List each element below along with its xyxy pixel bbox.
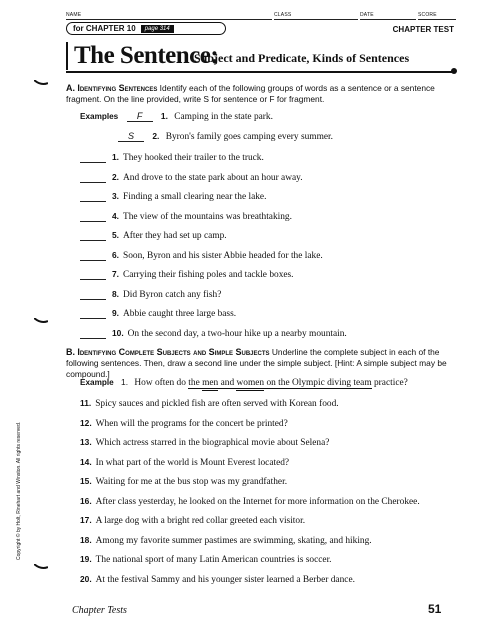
date-label: DATE (360, 12, 374, 18)
chapter-tab (66, 22, 226, 35)
section-b-item: 20. At the festival Sammy and his younger sister learned a Berber dance. (80, 573, 355, 585)
chapter-test-label: CHAPTER TEST (392, 25, 454, 34)
title-rule-dot (451, 68, 457, 74)
section-a-item: 5. After they had set up camp. (80, 230, 227, 241)
section-a-instructions (66, 83, 456, 105)
section-b-letter: B. (66, 347, 75, 357)
example-b: Example 1. How often do the men and women on the Olympic diving team practice? (80, 377, 408, 388)
section-b-item: 11. Spicy sauces and pickled fish are often served with Korean food. (80, 398, 339, 409)
example-a-1: Examples F 1. Camping in the state park. (80, 111, 273, 122)
section-a-item: 6. Soon, Byron and his sister Abbie headed for the lake. (80, 250, 323, 261)
section-a-item: 10. On the second day, a two-hour hike up a nearby mountain. (80, 328, 347, 339)
section-b-item: 15. Waiting for me at the bus stop was my grandfather. (80, 476, 288, 487)
section-b-item: 13. Which actress starred in the biographical movie about Selena? (80, 437, 330, 448)
class-line (274, 19, 358, 20)
example-a-2: S 2. Byron's family goes camping every summer. (118, 131, 333, 142)
margin-mark-icon (34, 564, 48, 570)
section-b-heading: Identifying Complete Subjects and Simple Subjects (77, 347, 270, 357)
section-b-item: 16. After class yesterday, he looked on the Internet for more information on the Cherokee. (80, 495, 420, 507)
section-b-item: 12. When will the programs for the concert be printed? (80, 417, 288, 429)
section-b-text: Underline the complete subject in each of the following sentences. Then, draw a second line under the simple subject. [Hint: A simple subject may be compound.] (66, 347, 447, 379)
name-line (66, 19, 272, 20)
simple-subject-underline: women (236, 378, 264, 391)
answer-blank[interactable] (80, 270, 106, 280)
section-b-item: 19. The national sport of many Latin American countries is soccer. (80, 554, 332, 565)
chapter-tab-text: for CHAPTER 10 (73, 24, 136, 33)
answer-blank[interactable] (80, 192, 106, 202)
answer-blank[interactable] (80, 212, 106, 222)
section-a-item: 7. Carrying their fishing poles and tackle boxes. (80, 269, 294, 280)
section-a-heading: Identifying Sentences (77, 83, 158, 93)
section-b-item: 14. In what part of the world is Mount Everest located? (80, 456, 290, 468)
score-label: SCORE (418, 12, 437, 18)
title-rule (66, 71, 454, 73)
page-reference: page 314 (141, 25, 174, 33)
section-a-item: 3. Finding a small clearing near the lake. (80, 191, 266, 202)
answer-blank[interactable] (80, 231, 106, 241)
answer-blank[interactable] (80, 329, 106, 339)
page-number: 51 (428, 602, 442, 616)
section-a-item: 2. And drove to the state park about an hour away. (80, 172, 303, 183)
section-a-text: Identify each of the following groups of words as a sentence or a sentence fragment. On the line provided, write S for sentence or F for fragment. (66, 83, 435, 104)
example-answer: F (127, 111, 153, 122)
section-b-item: 18. Among my favorite summer pastimes are swimming, skating, and hiking. (80, 534, 372, 546)
title-block (66, 42, 454, 70)
copyright-notice: Copyright © by Holt, Rinehart and Winston. All rights reserved. (16, 421, 22, 560)
page-subtitle: Subject and Predicate, Kinds of Sentences (194, 51, 410, 65)
date-line (360, 19, 416, 20)
examples-label: Examples (80, 112, 119, 121)
section-a-item: 8. Did Byron catch any fish? (80, 289, 221, 300)
answer-blank[interactable] (80, 173, 106, 183)
name-label: NAME (66, 12, 82, 18)
section-b-item: 17. A large dog with a bright red collar greeted each visitor. (80, 515, 306, 526)
page-title: The Sentence: (74, 42, 219, 69)
section-a-item: 1. They hooked their trailer to the truck. (80, 152, 264, 163)
footer-title: Chapter Tests (72, 605, 127, 616)
score-line (418, 19, 456, 20)
section-a-item: 9. Abbie caught three large bass. (80, 308, 236, 319)
section-a-item: 4. The view of the mountains was breathtaking. (80, 211, 292, 222)
example-label: Example (80, 378, 114, 387)
section-a-letter: A. (66, 83, 75, 93)
answer-blank[interactable] (80, 309, 106, 319)
answer-blank[interactable] (80, 290, 106, 300)
class-label: CLASS (274, 12, 292, 18)
answer-blank[interactable] (80, 153, 106, 163)
answer-blank[interactable] (80, 251, 106, 261)
example-answer: S (118, 131, 144, 142)
complete-subject-underline: the men and women on the Olympic diving team (188, 378, 371, 389)
simple-subject-underline: men (202, 378, 218, 391)
section-b-instructions (66, 347, 456, 380)
margin-mark-icon (34, 80, 48, 86)
margin-mark-icon (34, 318, 48, 324)
